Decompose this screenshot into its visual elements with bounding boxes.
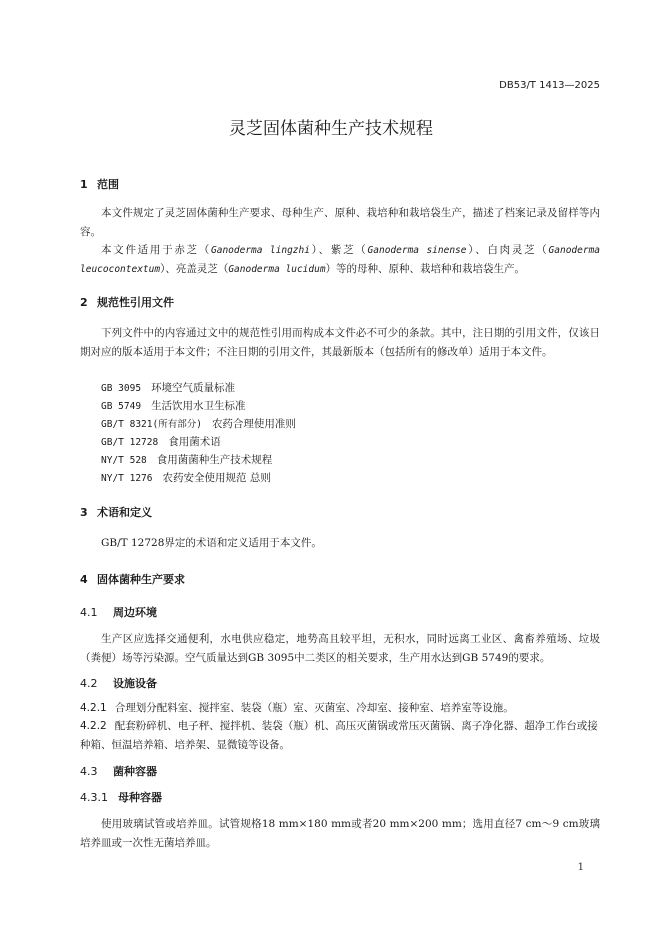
section-title: 母种容器 [118,791,162,804]
reference-item: GB 3095 环境空气质量标准 [101,382,236,394]
section-4-2-heading [80,675,157,691]
container-paragraph: 使用玻璃试管或培养皿。试管规格18 mm×180 mm或者20 mm×200 mm；选用直径7 cm～9 cm玻璃培养皿或一次性无菌培养皿。 [80,818,600,849]
terms-paragraph: GB/T 12728界定的术语和定义适用于本文件。 [101,537,322,549]
document-id: DB53/T 1413—2025 [499,80,600,91]
reference-item: GB 5749 生活饮用水卫生标准 [101,400,246,412]
section-number: 3 [80,506,88,519]
section-4-1-heading [80,604,157,620]
section-title: 规范性引用文件 [97,296,174,309]
section-title: 范围 [97,178,119,191]
section-4-3-heading [80,763,157,779]
section-1-heading [80,176,119,192]
section-number: 2 [80,296,88,309]
section-title: 周边环境 [113,606,157,619]
section-number: 1 [80,178,88,191]
scope-paragraph-1: 本文件规定了灵芝固体菌种生产要求、母种生产、原种、栽培种和栽培袋生产，描述了档案记录及留样等内容。 [80,207,600,238]
section-number: 4.1 [80,606,98,619]
reference-item: NY/T 1276 农药安全使用规范 总则 [101,472,271,484]
document-title: 灵芝固体菌种生产技术规程 [229,119,433,139]
section-title: 设施设备 [113,677,157,690]
section-4-3-1-heading [80,789,162,805]
section-title: 术语和定义 [97,506,152,519]
reference-item: NY/T 528 食用菌菌种生产技术规程 [101,454,273,466]
section-4-heading [80,571,185,587]
reference-item: GB/T 8321(所有部分) 农药合理使用准则 [101,418,296,430]
section-title: 菌种容器 [113,765,157,778]
section-number: 4.2 [80,677,98,690]
references-paragraph: 下列文件中的内容通过文中的规范性引用而构成本文件必不可少的条款。其中，注日期的引用文件，仅该日期对应的版本适用于本文件；不注日期的引用文件，其最新版本（包括所有的修改单）适用于本文件。 [80,327,600,358]
page-number: 1 [577,862,584,873]
reference-item: GB/T 12728 食用菌术语 [101,436,221,448]
environment-paragraph: 生产区应选择交通便利，水电供应稳定，地势高且较平坦，无积水，同时远离工业区、禽畜养殖场、垃圾（粪便）场等污染源。空气质量达到GB 3095中二类区的相关要求，生产用水达到GB 5749的要求。 [80,633,600,664]
section-3-heading [80,504,152,520]
section-2-heading [80,294,174,310]
section-number: 4.3.1 [80,791,108,804]
section-number: 4.3 [80,765,98,778]
scope-paragraph-2: 本文件适用于赤芝（Ganoderma lingzhi）、紫芝（Ganoderma sinense）、白肉灵芝（Ganoderma leucocontextum）、亮盖灵芝（Ganoderma lucidum）等的母种、原种、栽培种和栽培袋生产。 [80,244,601,275]
section-number: 4 [80,573,88,586]
clause-4-2-2: 4.2.2 配套粉碎机、电子秤、搅拌机、装袋（瓶）机、高压灭菌锅或常压灭菌锅、离子净化器、超净工作台或接种箱、恒温培养箱、培养架、显微镜等设备。 [80,720,598,751]
section-title: 固体菌种生产要求 [97,573,185,586]
clause-4-2-1: 4.2.1 合理划分配料室、搅拌室、装袋（瓶）室、灭菌室、冷却室、接种室、培养室等设施。 [80,702,514,714]
